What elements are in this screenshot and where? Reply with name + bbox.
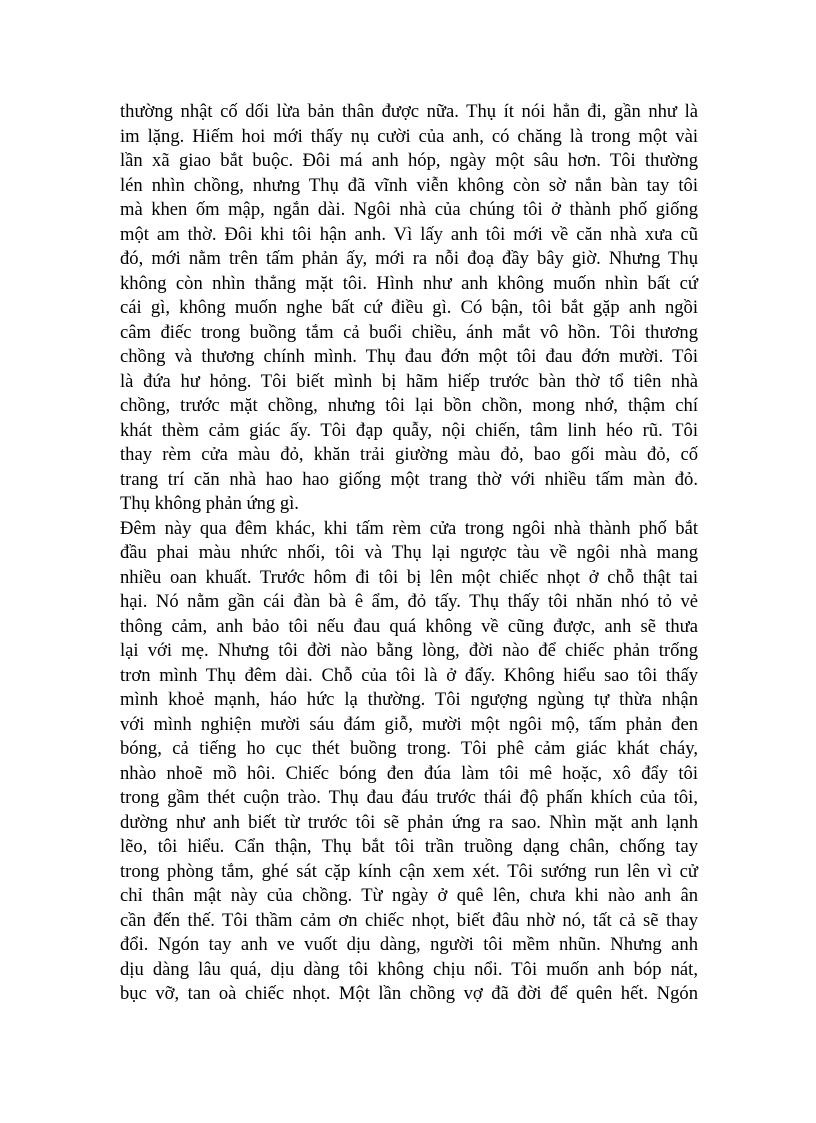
text-line: chồng và thương chính mình. Thụ đau đớn một tôi đau đớn mười. Tôi bbox=[120, 346, 698, 367]
text-line: mình khoẻ mạnh, háo hức lạ thường. Tôi ngượng ngùng tự thừa nhận bbox=[120, 689, 698, 710]
text-line: không còn nhìn thẳng mặt tôi. Hình như anh không muốn nhìn bất cứ bbox=[120, 272, 698, 294]
text-line: thường nhật cố dối lừa bản thân được nữa. Thụ ít nói hẳn đi, gần như là bbox=[120, 101, 698, 122]
text-line: bóng, cả tiếng ho cục thét buồng trong. Tôi phê cảm giác khát cháy, bbox=[120, 738, 698, 759]
text-line: đổi. Ngón tay anh ve vuốt dịu dàng, người tôi mềm nhũn. Nhưng anh bbox=[120, 934, 698, 955]
text-line: trong phòng tắm, ghé sát cặp kính cận xem xét. Tôi sướng run lên vì cử bbox=[120, 860, 698, 882]
text-line: nhào nhoẽ mồ hôi. Chiếc bóng đen đúa làm tôi mê hoặc, xô đẩy tôi bbox=[120, 762, 698, 784]
text-line: mà khen ốm mập, ngắn dài. Ngôi nhà của chúng tôi ở thành phố giống bbox=[120, 199, 698, 220]
text-line: trang trí căn nhà hao hao giống một trang thờ với nhiều tấm màn đỏ. bbox=[120, 468, 698, 490]
text-line: trơn mình Thụ đêm dài. Chỗ của tôi là ở đấy. Không hiểu sao tôi thấy bbox=[120, 664, 698, 686]
text-line: cần đến thế. Tôi thầm cảm ơn chiếc nhọt, biết đâu nhờ nó, tất cả sẽ thay bbox=[120, 909, 698, 931]
text-line: bục vỡ, tan oà chiếc nhọt. Một lần chồng vợ đã đời để quên hết. Ngón bbox=[120, 983, 698, 1004]
text-line: hại. Nó nằm gần cái đàn bà ê ẩm, đỏ tấy. Thụ thấy tôi nhăn nhó tỏ vẻ bbox=[120, 591, 698, 612]
text-line: lén nhìn chồng, nhưng Thụ đã vĩnh viễn không còn sờ nắn bàn tay tôi bbox=[120, 174, 698, 196]
text-line: trong gầm thét cuộn trào. Thụ đau đáu trước thái độ phấn khích của tôi, bbox=[120, 787, 698, 808]
text-line: lần xã giao bắt buộc. Đôi má anh hóp, ngày một sâu hơn. Tôi thường bbox=[120, 150, 698, 171]
text-line: khát thèm cảm giác ấy. Tôi đạp quẫy, nội chiến, tâm linh héo rũ. Tôi bbox=[120, 419, 698, 441]
text-line: là đứa hư hỏng. Tôi biết mình bị hãm hiếp trước bàn thờ tổ tiên nhà bbox=[120, 370, 698, 392]
text-line: đó, mới nằm trên tấm phản ấy, mới ra nỗi đoạ đầy bây giờ. Nhưng Thụ bbox=[120, 248, 698, 269]
text-line: cái gì, không muốn nghe bất cứ điều gì. Có bận, tôi bắt gặp anh ngồi bbox=[120, 297, 698, 318]
text-line: thông cảm, anh bảo tôi nếu đau quá không về cũng được, anh sẽ thưa bbox=[120, 615, 698, 637]
text-line: một am thờ. Đôi khi tôi hận anh. Vì lấy anh tôi mới về căn nhà xưa cũ bbox=[120, 223, 698, 245]
text-line: Đêm này qua đêm khác, khi tấm rèm cửa trong ngôi nhà thành phố bắt bbox=[120, 517, 698, 539]
text-line: chồng, trước mặt chồng, nhưng tôi lại bồn chồn, mong nhớ, thậm chí bbox=[120, 395, 698, 416]
text-line: thay rèm cửa màu đỏ, khăn trải giường màu đỏ, bao gối màu đỏ, cố bbox=[120, 444, 698, 465]
body-text bbox=[120, 100, 698, 1007]
text-line: câm điếc trong buồng tắm cả buổi chiều, ánh mắt vô hồn. Tôi thương bbox=[120, 321, 698, 343]
text-line: lại với mẹ. Nhưng tôi đời nào bằng lòng, đời nào để chiếc phản trống bbox=[120, 640, 698, 661]
text-line: đầu phai màu nhức nhối, tôi và Thụ lại ngược tàu về ngôi nhà mang bbox=[120, 542, 698, 563]
text-line: im lặng. Hiếm hoi mới thấy nụ cười của anh, có chăng là trong một vài bbox=[120, 125, 698, 147]
text-line: dường như anh biết từ trước tôi sẽ phản ứng ra sao. Nhìn mặt anh lạnh bbox=[120, 811, 698, 833]
text-line: dịu dàng lâu quá, dịu dàng tôi không chịu nổi. Tôi muốn anh bóp nát, bbox=[120, 958, 698, 980]
text-line: với mình nghiện mười sáu đám giỗ, mười một ngôi mộ, tấm phản đen bbox=[120, 713, 698, 735]
text-line: lẽo, tôi hiểu. Cẩn thận, Thụ bắt tôi trần truồng dạng chân, chống tay bbox=[120, 836, 698, 857]
text-line: chỉ thân mật này của chồng. Từ ngày ở quê lên, chưa khi nào anh ân bbox=[120, 885, 698, 906]
text-line: Thụ không phản ứng gì. bbox=[120, 493, 299, 514]
text-line: nhiều oan khuất. Trước hôm đi tôi bị lên một chiếc nhọt ở chỗ thật tai bbox=[120, 566, 698, 588]
